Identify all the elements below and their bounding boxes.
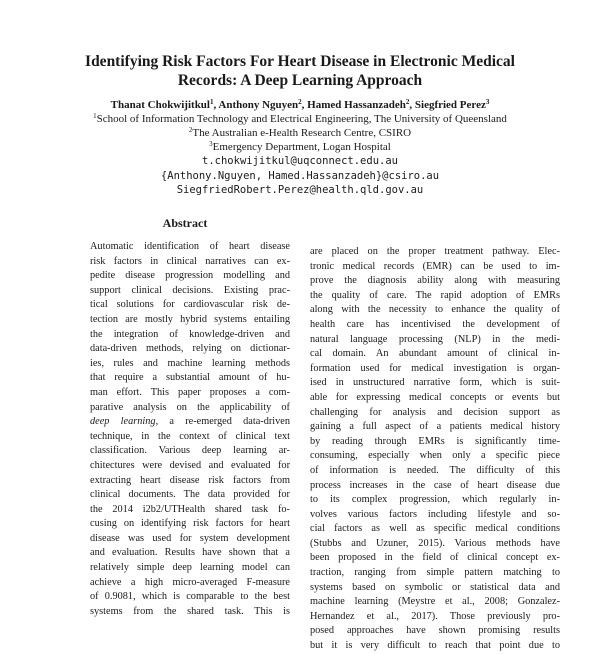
abstract-line: of 0.9081, which is comparable to the best — [90, 591, 290, 603]
affiliation-mark: 2 — [188, 126, 193, 134]
email: SiegfriedRobert.Perez@health.qld.gov.au — [176, 184, 424, 196]
body-line: (Stubbs and Uzuner, 2015). Various methods have — [310, 537, 560, 549]
body-line: by reading through EMRs is significantly time- — [310, 435, 560, 447]
abstract-line: classification. Various deep learning ar- — [90, 445, 290, 457]
affiliation-mark: 3 — [485, 98, 490, 106]
abstract-line: relatively simple deep learning model can — [90, 562, 290, 574]
abstract-line: support clinical decisions. Existing prac- — [90, 284, 290, 296]
title-line: Records: A Deep Learning Approach — [177, 72, 423, 89]
affiliation-text: Emergency Department, Logan Hospital — [212, 141, 391, 153]
abstract-body — [90, 240, 290, 619]
abstract-line — [90, 415, 290, 430]
affiliation-text: School of Information Technology and Electrical Engineering, The University of Queensland — [96, 113, 507, 125]
introduction-body — [310, 245, 560, 654]
abstract-line: pedite disease progression modelling and — [90, 270, 290, 282]
abstract-line: man effort. This paper proposes a com- — [90, 386, 290, 398]
body-line: ised in unstructured narrative form, which is suit- — [310, 377, 560, 389]
body-line: gaining a full aspect of a patients medical history — [310, 421, 560, 433]
affiliation-mark: 1 — [93, 112, 97, 120]
email: t.chokwijitkul@uqconnect.edu.au — [202, 155, 398, 167]
body-line: tronic medical records (EMR) can be used to im- — [310, 260, 560, 272]
body-line: cal domain. An abundant amount of clinical in- — [310, 348, 560, 360]
affiliation-mark: 1 — [209, 98, 214, 106]
body-line: systems based on symbolic or statistical data and — [310, 581, 560, 593]
body-line: machine learning (Meystre et al., 2008; Gonzalez- — [310, 596, 560, 608]
body-line: along with the necessity to enhance the quality of — [310, 304, 560, 316]
paper-title — [60, 52, 540, 90]
author-name: Thanat Chokwijitkul — [110, 99, 210, 111]
author-block — [40, 98, 560, 198]
body-line: prove the diagnosis ability along with measuring — [310, 275, 560, 287]
abstract-line: risk factors in clinical narratives can ex- — [90, 255, 290, 267]
author-name: Siegfried Perez — [414, 99, 486, 111]
affiliation — [40, 140, 560, 154]
abstract-heading: Abstract — [162, 216, 208, 230]
abstract-line: tical solutions for cardiovascular risk de- — [90, 299, 290, 311]
abstract-line: chitectures were devised and evaluated for — [90, 459, 290, 471]
body-line: been proposed in the field of clinical concept ex- — [310, 552, 560, 564]
body-line: traction, ranging from simple pattern matching to — [310, 567, 560, 579]
author-name: Anthony Nguyen — [218, 99, 299, 111]
body-line: of information is needed. The difficulty of this — [310, 464, 560, 476]
abstract-line: the integration of knowledge-driven and — [90, 328, 290, 340]
abstract-line: technique, in the context of clinical text — [90, 430, 290, 442]
body-line: the quality of care. The rapid adoption of EMRs — [310, 289, 560, 301]
body-line: consuming, especially when only a specific piece — [310, 450, 560, 462]
abstract-line: clinical documents. The data provided for — [90, 489, 290, 501]
body-line: Hernandez et al., 2017). Those previously pro- — [310, 610, 560, 622]
abstract-line: tection are mostly hybrid systems entailing — [90, 313, 290, 325]
affiliation-mark: 3 — [209, 140, 213, 148]
body-line: natural language processing (NLP) in the medi- — [310, 333, 560, 345]
abstract-line: disease was used for system development — [90, 532, 290, 544]
body-line: process increases in the case of heart disease due — [310, 479, 560, 491]
abstract-line: systems from the shared task. This is — [90, 605, 290, 617]
italic-term: deep learning — [90, 416, 156, 428]
abstract-line: extracting heart disease risk factors from — [90, 474, 290, 486]
body-line: are placed on the proper treatment pathway. Elec- — [310, 246, 560, 257]
affiliation — [40, 126, 560, 140]
abstract-line: achieve a high micro-averaged F-measure — [90, 576, 290, 588]
body-line: health care has incentivised the development of — [310, 318, 560, 330]
affiliation-mark: 2 — [298, 98, 302, 106]
abstract-line: and evaluation. Results have shown that a — [90, 547, 290, 559]
abstract-line: parative analysis on the applicability of — [90, 401, 290, 413]
affiliation — [40, 112, 560, 126]
body-line: formation used for medical investigation is organ- — [310, 362, 560, 374]
body-line: to its complex progression, which regularly in- — [310, 494, 560, 506]
abstract-line: Automatic identification of heart disease — [90, 241, 290, 252]
body-line: but it is very difficult to reach that point due to — [310, 640, 560, 652]
title-line: Identifying Risk Factors For Heart Disease in Electronic Medical — [85, 53, 515, 70]
abstract-line: ies, rules and machine learning methods — [90, 357, 290, 369]
body-line: volves various factors including lifestyle and so- — [310, 508, 560, 520]
email: {Anthony.Nguyen, Hamed.Hassanzadeh}@csiro.au — [160, 169, 440, 182]
affiliation-text: The Australian e-Health Research Centre, CSIRO — [192, 127, 412, 139]
author-name: Hamed Hassanzadeh — [307, 99, 406, 111]
body-line: challenging for analysis and decision support as — [310, 406, 560, 418]
affiliation-mark: 2 — [405, 98, 410, 106]
abstract-line: data-driven methods, relying on dictionar- — [90, 343, 290, 355]
body-line: posed approaches have shown promising results — [310, 625, 560, 637]
body-line: able for expressing medical concepts or events but — [310, 391, 560, 403]
abstract-line: that require a substantial amount of hu- — [90, 372, 290, 384]
abstract-line: cusing on identifying risk factors for heart — [90, 518, 290, 530]
body-line: cial factors as well as specific medical conditions — [310, 523, 560, 535]
author-list: Thanat Chokwijitkul$^1$, Anthony Nguyen$^2$, Hamed Hassanzadeh$^2$, Siegfried Perez$^3$ — [110, 98, 490, 111]
abstract-line-rest: , a re-emerged data-driven — [155, 416, 290, 428]
abstract-line: the 2014 i2b2/UTHealth shared task fo- — [90, 503, 290, 515]
